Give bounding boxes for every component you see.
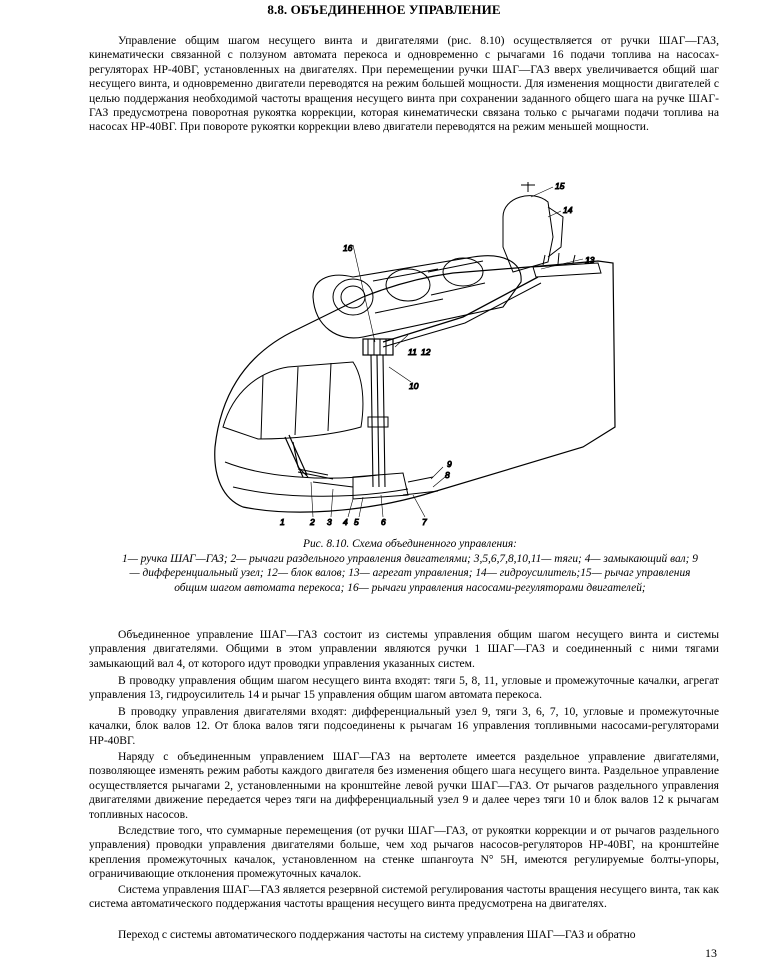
figure-caption — [118, 537, 702, 595]
body-paragraph: Система управления ШАГ—ГАЗ является резервной системой регулирования частоты вращения несущего винта, так как система автоматического поддержания частоты вращения несущего винта предусмотрена на двигателях. — [89, 883, 719, 911]
callout-label: 4 — [343, 517, 348, 527]
callout-label: 11 — [408, 347, 417, 357]
callout-label: 8 — [445, 470, 450, 480]
caption-legend: 1— ручка ШАГ—ГАЗ; 2— рычаги раздельного управления двигателями; 3,5,6,7,8,10,11— тяги; 4— замыкающий вал; 9— дифференциальный узел; 12— блок валов; 13— агрегат управления; 14— гидроусилитель;15— рычаг управления общим шагом автомата перекоса; 16— рычаги управления насосами-регуляторами двигателей; — [122, 552, 698, 594]
callout-label: 1 — [280, 517, 285, 527]
callout-label: 2 — [310, 517, 315, 527]
body-paragraph: Объединенное управление ШАГ—ГАЗ состоит из системы управления общим шагом несущего винта и системы управления двигателями. Общими в этом управлении являются ручки 1 ШАГ—ГАЗ и соединенный с ними тягами замыкающий вал 4, от которого идут проводки управления указанных систем. — [89, 628, 719, 670]
body-paragraph: Вследствие того, что суммарные перемещения (от ручки ШАГ—ГАЗ, от рукоятки коррекции и от рычагов раздельного управления) проводки управления двигателями больше, чем ход рычагов насосов-регуляторов НР-40ВГ, на кронштейне крепления промежуточных качалок, установленном на стенке шпангоута N° 5Н, имеются регулируемые болты-упоры, ограничивающие отклонения промежуточных качалок. — [89, 824, 719, 881]
caption-title: Рис. 8.10. Схема объединенного управления: — [303, 538, 517, 550]
callout-label: 15 — [555, 181, 565, 191]
intro-paragraph: Управление общим шагом несущего винта и двигателями (рис. 8.10) осуществляется от ручки ШАГ—ГАЗ, кинематически связанной с ползуном автомата перекоса и одновременно с рычагами 16 подачи топлива на насосах-регуляторах НР-40ВГ, установленных на двигателях. При перемещении ручки ШАГ—ГАЗ вверх увеличивается общий шаг несущего винта, и одновременно двигатели переводятся на режим большей мощности. Для изменения мощности двигателей с целью поддержания необходимой частоты вращения несущего винта при сохранении заданного общего шага на ручке ШАГ- ГАЗ предусмотрена поворотная рукоятка коррекции, которая кинематически связана только с рычагами подачи топлива на насосах НР-40ВГ. При повороте рукоятки коррекции влево двигатели переводятся на режим меньшей мощности. — [89, 34, 719, 134]
section-heading: 8.8. ОБЪЕДИНЕННОЕ УПРАВЛЕНИЕ — [267, 2, 501, 17]
callout-label: 12 — [421, 347, 431, 357]
callout-label: 5 — [354, 517, 359, 527]
helicopter-control-diagram — [203, 177, 623, 534]
callout-label: 9 — [447, 459, 452, 469]
engine-cowling — [313, 256, 521, 338]
body-paragraph: Наряду с объединенным управлением ШАГ—ГАЗ на вертолете имеется раздельное управление двигателями, позволяющее изменять режим работы каждого двигателя без изменения общего шага несущего винта. Раздельное управление осуществляется рычагами 2, установленными на кронштейне левой ручки ШАГ—ГАЗ. От рычагов раздельного управления двигателями движение передается через тяги на дифференциальный узел 9 и далее через тяги 10 и блок валов 12 к рычагам топливных насосов. — [89, 750, 719, 821]
control-unit-13 — [533, 263, 601, 277]
body-paragraph: В проводку управления общим шагом несущего винта входят: тяги 5, 8, 11, угловые и промежуточные качалки, агрегат управления 13, гидроусилитель 14 и рычаг 15 управления общим шагом автомата перекоса. — [89, 674, 719, 702]
rod-11 — [383, 277, 538, 342]
callout-label: 3 — [327, 517, 332, 527]
callout-label: 14 — [563, 205, 573, 215]
page-number: 13 — [705, 946, 717, 960]
vertical-rods-10 — [371, 355, 385, 487]
callout-label: 16 — [343, 243, 353, 253]
callout-label: 10 — [409, 381, 419, 391]
body-paragraph: В проводку управления двигателями входят: дифференциальный узел 9, тяги 3, 6, 7, 10, угловые и промежуточные качалки, блок валов 12. От блока валов тяги подсоединены к рычагам 16 управления топливными насосами-регуляторами НР-40ВГ. — [89, 705, 719, 747]
cockpit-glazing — [223, 362, 363, 439]
callout-label: 13 — [585, 255, 595, 265]
body-paragraph: Переход с системы автоматического поддержания частоты на систему управления ШАГ—ГАЗ и обратно — [118, 928, 636, 941]
callout-label: 7 — [422, 517, 427, 527]
callout-label: 6 — [381, 517, 386, 527]
